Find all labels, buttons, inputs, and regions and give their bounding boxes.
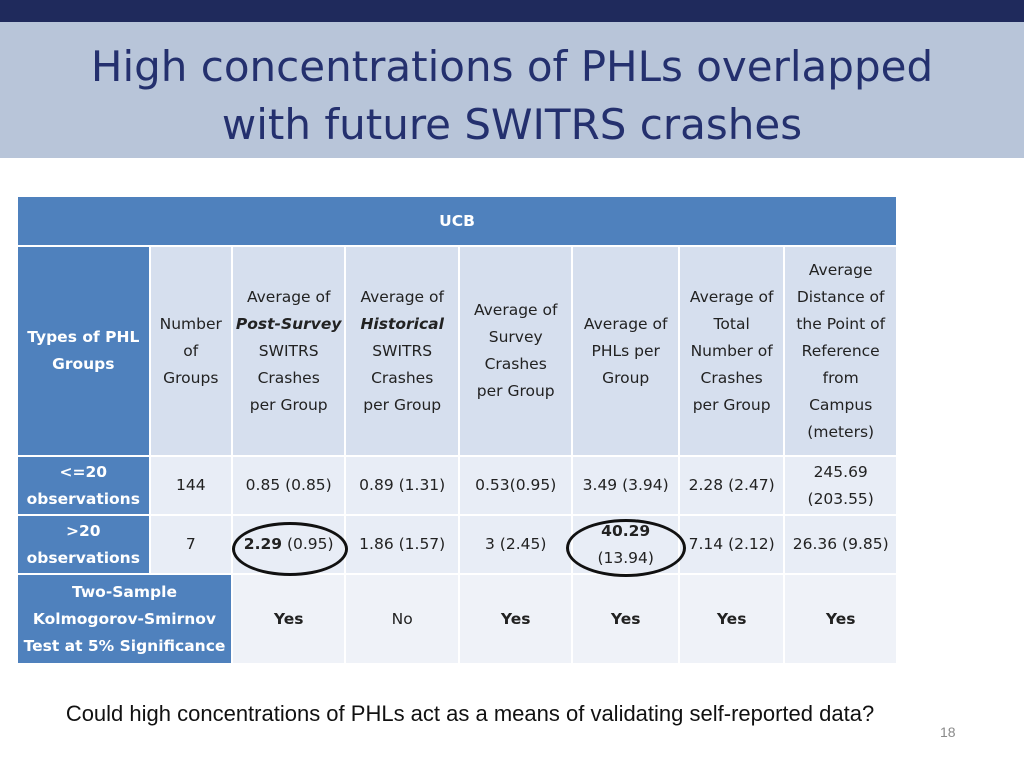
row-label-text: Kolmogorov-Smirnov <box>32 609 217 628</box>
header-text: Average of <box>583 314 668 333</box>
cell-post-survey <box>233 516 345 573</box>
row-label-ks-test <box>18 575 231 663</box>
header-text: Average of <box>473 301 558 319</box>
header-text: Crashes <box>484 355 547 373</box>
header-text: from <box>822 368 859 387</box>
header-text: Total <box>713 314 750 333</box>
question-text: Could high concentrations of PHLs act as a means of validating self-reported data? <box>65 701 875 726</box>
cell-distance: 26.36 (9.85) <box>785 516 896 573</box>
header-text: Crashes <box>257 368 320 387</box>
cell-historical: 0.89 (1.31) <box>346 457 458 514</box>
header-text: Group <box>602 368 650 387</box>
group-header-ucb: UCB <box>18 197 896 245</box>
header-text-emphasis: Post-Survey <box>235 314 342 333</box>
cell-survey: Yes <box>460 575 572 663</box>
header-historical <box>346 247 458 455</box>
header-post-survey <box>233 247 345 455</box>
header-text: Groups <box>52 355 115 373</box>
header-number-of-groups <box>151 247 231 455</box>
row-label-text: >20 <box>66 521 101 540</box>
header-text: Groups <box>163 368 219 387</box>
cell-text: (0.95) <box>282 535 334 553</box>
cell-number: 7 <box>151 516 231 573</box>
cell-survey: 0.53(0.95) <box>460 457 572 514</box>
table-group-header-row <box>18 197 896 245</box>
cell-text: 245.69 <box>813 462 868 481</box>
header-text: per Group <box>692 395 771 414</box>
row-label-text: Test at 5% Significance <box>23 636 226 655</box>
cell-post-survey: 0.85 (0.85) <box>233 457 345 514</box>
header-text: per Group <box>476 382 555 400</box>
cell-distance <box>785 457 896 514</box>
header-text: per Group <box>249 395 328 414</box>
header-text: Average of <box>360 287 444 306</box>
cell-historical: No <box>346 575 458 663</box>
cell-total: 2.28 (2.47) <box>680 457 783 514</box>
page-number: 18 <box>940 724 956 740</box>
header-text: Number of <box>690 341 773 360</box>
row-label-le20 <box>18 457 149 514</box>
cell-survey: 3 (2.45) <box>460 516 572 573</box>
header-text: Crashes <box>700 368 763 387</box>
top-bar <box>0 0 1024 22</box>
table-row <box>18 457 896 514</box>
table-row <box>18 575 896 663</box>
header-text: Reference <box>801 341 880 360</box>
header-text-emphasis: Historical <box>360 314 444 333</box>
row-label-gt20 <box>18 516 149 573</box>
header-text: (meters) <box>807 422 875 441</box>
header-text: Types of PHL <box>27 328 140 346</box>
header-text: the Point of <box>796 314 886 333</box>
header-types-of-phl-groups <box>18 247 149 455</box>
header-distance <box>785 247 896 455</box>
row-label-text: observations <box>26 489 140 508</box>
cell-post-survey: Yes <box>233 575 345 663</box>
table-header-row <box>18 247 896 455</box>
cell-historical: 1.86 (1.57) <box>346 516 458 573</box>
cell-phls: 3.49 (3.94) <box>573 457 677 514</box>
header-total-crashes <box>680 247 783 455</box>
cell-number: 144 <box>151 457 231 514</box>
header-text: Campus <box>809 395 873 414</box>
cell-text: (203.55) <box>807 489 874 508</box>
slide-title-line-2: with future SWITRS crashes <box>221 100 803 149</box>
header-text: Average <box>808 260 873 279</box>
header-text: SWITRS <box>372 341 433 360</box>
row-label-text: Two-Sample <box>71 582 177 601</box>
cell-highlight-value: 40.29 <box>601 521 651 540</box>
header-text: of <box>183 341 199 360</box>
header-survey-crashes <box>460 247 572 455</box>
cell-distance: Yes <box>785 575 896 663</box>
header-text: Average of <box>246 287 331 306</box>
slide-title-line-1: High concentrations of PHLs overlapped <box>90 42 934 91</box>
cell-phls: Yes <box>573 575 677 663</box>
header-text: PHLs per <box>591 341 660 360</box>
header-text: Crashes <box>371 368 434 387</box>
header-text: Number <box>159 314 222 333</box>
header-text: SWITRS <box>258 341 319 360</box>
header-text: Survey <box>488 328 543 346</box>
cell-text: (13.94) <box>597 548 654 567</box>
header-text: Distance of <box>796 287 885 306</box>
header-text: per Group <box>363 395 442 414</box>
cell-total: Yes <box>680 575 783 663</box>
results-table <box>16 195 898 665</box>
slide-title <box>0 38 1024 154</box>
row-label-text: <=20 <box>59 462 108 481</box>
header-phls-per-group <box>573 247 677 455</box>
row-label-text: observations <box>26 548 140 567</box>
cell-highlight-value: 2.29 <box>243 535 283 553</box>
table-row <box>18 516 896 573</box>
cell-phls <box>573 516 677 573</box>
header-text: Average of <box>689 287 774 306</box>
cell-total: 7.14 (2.12) <box>680 516 783 573</box>
